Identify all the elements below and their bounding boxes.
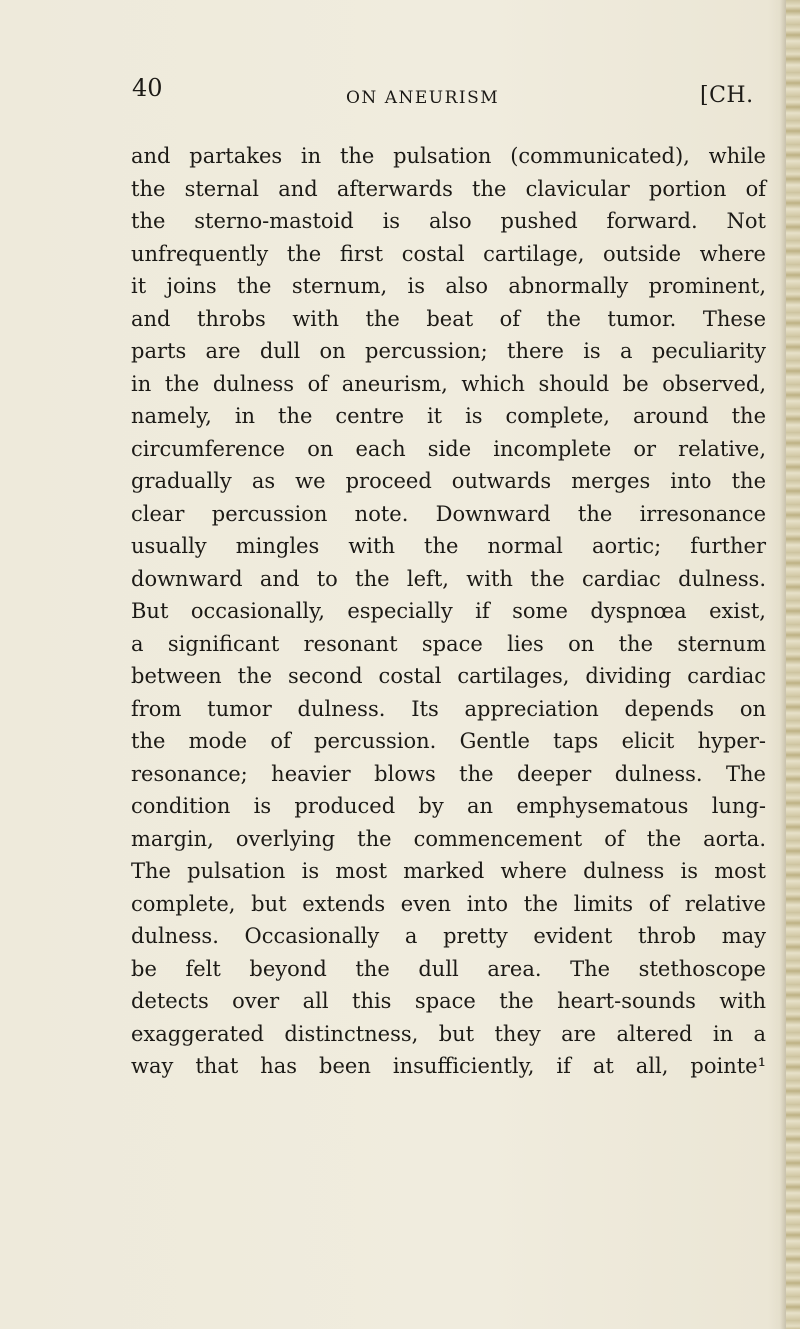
text-line: condition is produced by an emphysematous lung- <box>131 794 766 818</box>
text-line: be felt beyond the dull area. The stethoscope <box>131 956 766 981</box>
page-number: 40 <box>132 74 163 102</box>
text-line: exaggerated distinctness, but they are altered in a <box>131 1021 766 1046</box>
text-line: and partakes in the pulsation (communicated), while <box>131 144 766 168</box>
text-line: dulness. Occasionally a pretty evident throb may <box>131 924 766 948</box>
text-line: from tumor dulness. Its appreciation depends on <box>131 696 766 721</box>
text-line: the sternal and afterwards the clavicular portion of <box>131 176 766 201</box>
page-edge <box>786 0 800 1329</box>
text-line: clear percussion note. Downward the irresonance <box>131 501 766 526</box>
text-line: unfrequently the first costal cartilage, outside where <box>131 241 766 266</box>
running-title: ON ANEURISM <box>346 88 500 108</box>
text-line: between the second costal cartilages, dividing cardiac <box>131 664 766 688</box>
text-line: complete, but extends even into the limits of relative <box>131 891 766 916</box>
text-line: a significant resonant space lies on the sternum <box>131 631 766 656</box>
text-line: resonance; heavier blows the deeper dulness. The <box>131 761 766 786</box>
text-line: namely, in the centre it is complete, around the <box>131 404 766 428</box>
body-text <box>131 140 766 1083</box>
text-line: gradually as we proceed outwards merges into the <box>131 469 766 493</box>
text-line: downward and to the left, with the cardiac dulness. <box>131 566 766 591</box>
text-line: the mode of percussion. Gentle taps elicit hyper- <box>131 729 766 753</box>
text-line: and throbs with the beat of the tumor. These <box>131 306 766 331</box>
text-line: way that has been insufficiently, if at all, pointe¹ <box>131 1054 766 1078</box>
text-line: detects over all this space the heart-sounds with <box>131 989 766 1013</box>
text-line: The pulsation is most marked where dulness is most <box>131 859 766 883</box>
text-line: in the dulness of aneurism, which should be observed, <box>131 371 766 396</box>
text-line: it joins the sternum, is also abnormally prominent, <box>131 274 766 298</box>
running-head <box>128 74 768 118</box>
chapter-marker: [CH. <box>700 83 754 108</box>
text-line: margin, overlying the commencement of the aorta. <box>131 826 766 851</box>
text-line: usually mingles with the normal aortic; further <box>131 534 766 558</box>
text-line: But occasionally, especially if some dyspnœa exist, <box>131 599 766 623</box>
text-line: the sterno-mastoid is also pushed forward. Not <box>131 209 766 233</box>
text-line: parts are dull on percussion; there is a peculiarity <box>131 339 766 363</box>
text-line: circumference on each side incomplete or relative, <box>131 436 766 461</box>
